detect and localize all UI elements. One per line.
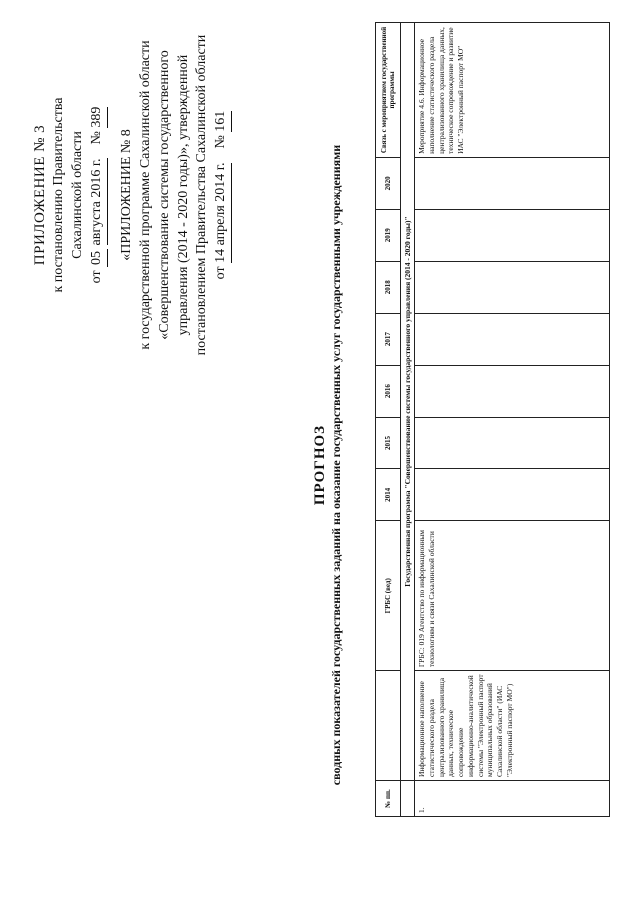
date2-prefix: от	[213, 266, 229, 280]
page-title: ПРОГНОЗ	[312, 424, 328, 506]
year-cell	[415, 365, 610, 417]
date-day: 05	[88, 249, 108, 267]
date2-value: 14 апреля 2014 г.	[212, 163, 232, 263]
number2-label: №	[213, 135, 229, 149]
header-cell: № пп.	[376, 781, 401, 817]
table-row	[415, 23, 610, 817]
header-cell: 2020	[376, 157, 401, 209]
year-cell	[415, 469, 610, 521]
header-cell: ГРБС (вед)	[376, 521, 401, 671]
row-number: 1.	[415, 781, 610, 817]
header-cell: 2018	[376, 261, 401, 313]
program-title-cell: Государственная программа "Совершенствование системы государственного управления (2014 - 2020 годы)"	[401, 23, 415, 781]
year-cell	[415, 261, 610, 313]
header-cell	[376, 671, 401, 781]
program-row	[401, 23, 415, 817]
header-line1: к постановлению Правительства	[51, 97, 67, 293]
header-line2: Сахалинской области	[70, 131, 86, 259]
header-cell: Связь с мероприятием государственной программы	[376, 23, 401, 158]
page-subtitle: сводных показателей государственных заданий на оказание государственных услуг государственными учреждениями	[329, 144, 343, 786]
header-cell: 2016	[376, 365, 401, 417]
year-cell	[415, 313, 610, 365]
annex2-text: к государственной программе Сахалинской области «Совершенствование системы государственного управления (2014 - 2020 годы)», утвержденной постановлением Правительства Сахалинской области	[137, 34, 210, 356]
header-date2-line	[212, 15, 232, 375]
header-date-line	[88, 15, 108, 375]
header-cell: 2015	[376, 417, 401, 469]
number2-value: 161	[212, 111, 232, 132]
forecast-table	[375, 22, 610, 817]
annex2-number: «ПРИЛОЖЕНИЕ № 8	[118, 129, 134, 261]
date-prefix: от	[89, 270, 105, 284]
header-block	[30, 15, 232, 375]
number-value: 389	[88, 107, 108, 128]
table-header-row	[376, 23, 401, 817]
date-month-year: августа 2016 г.	[88, 158, 108, 245]
year-cell	[415, 209, 610, 261]
service-cell: Информационное наполнение статистического раздела централизованного хранилища данных, техническое сопровождение информационно-аналитической системы "Электронный паспорт муниципальных образований Сахалинской области" (ИАС "Электронный паспорт МО")	[415, 671, 610, 781]
year-cell	[415, 417, 610, 469]
program-empty-cell	[401, 781, 415, 817]
header-cell: 2014	[376, 469, 401, 521]
number-label: №	[89, 131, 105, 145]
header-cell: 2019	[376, 209, 401, 261]
link-cell: Мероприятие 4.6. Информационное наполнение статистического раздела централизованного хранилища данных, техническое сопровождение и развитие ИАС "Электронный паспорт МО"	[415, 23, 610, 158]
header-cell: 2017	[376, 313, 401, 365]
grbs-cell: ГРБС: 019 Агентство по информационным технологиям и связи Сахалинской области	[415, 521, 610, 671]
title-block	[312, 125, 345, 805]
year-cell	[415, 157, 610, 209]
annex-number: ПРИЛОЖЕНИЕ № 3	[32, 124, 48, 266]
